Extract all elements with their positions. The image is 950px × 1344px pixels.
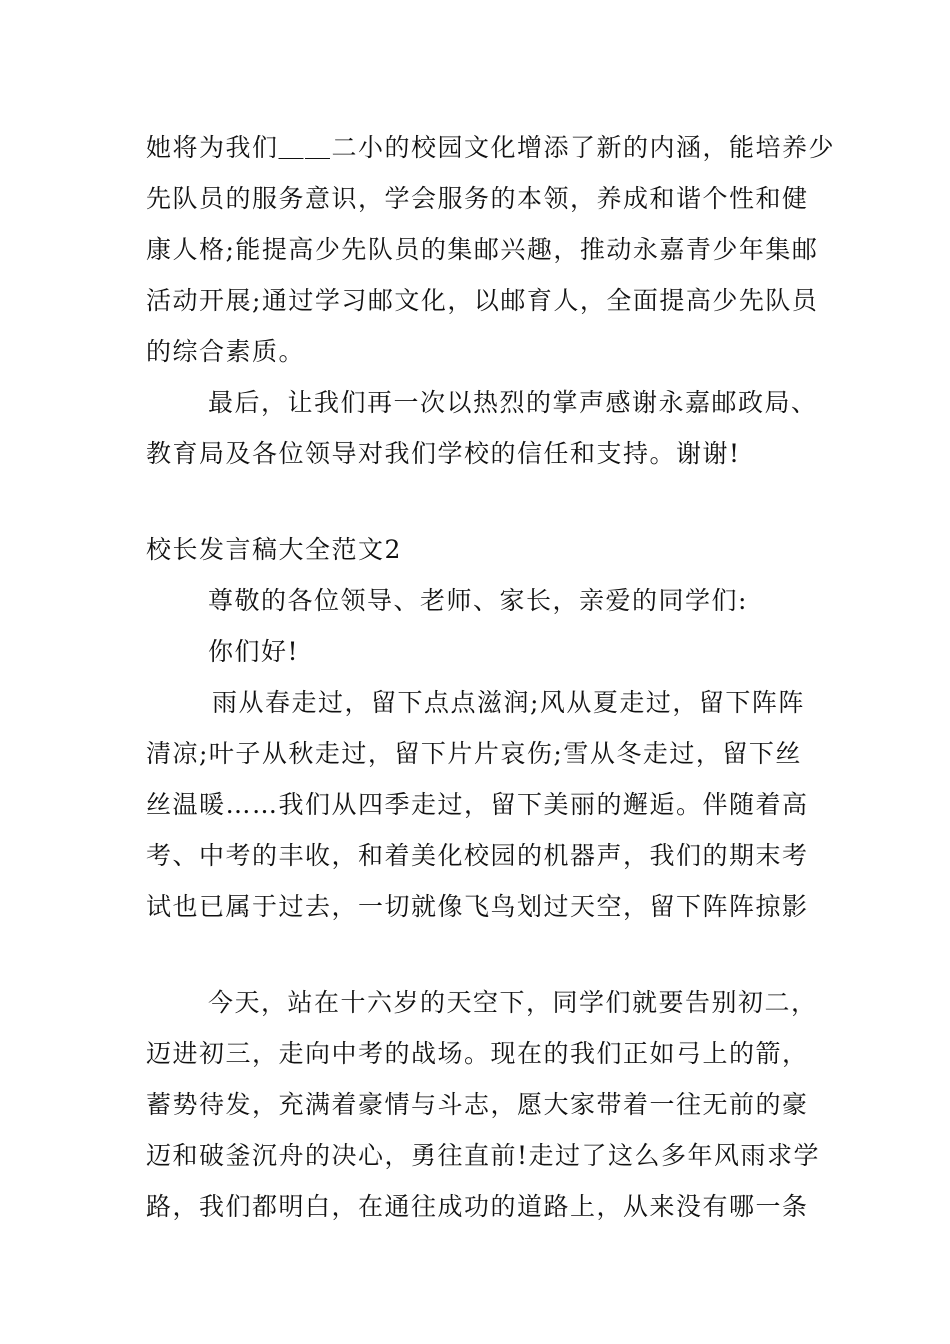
greeting: 你们好!: [208, 637, 300, 666]
text-line: 的综合素质。: [146, 337, 306, 366]
text-line: 康人格;能提高少先队员的集邮兴趣，推动永嘉青少年集邮: [146, 235, 819, 264]
text-line: 先队员的服务意识，学会服务的本领，养成和谐个性和健: [146, 184, 809, 213]
text-line: 清凉;叶子从秋走过，留下片片哀伤;雪从冬走过，留下丝: [146, 739, 802, 768]
section-heading: 校长发言稿大全范文2: [146, 535, 402, 564]
text-line: 考、中考的丰收，和着美化校园的机器声，我们的期末考: [146, 841, 809, 870]
text-line: 最后，让我们再一次以热烈的掌声感谢永嘉邮政局、: [208, 388, 818, 417]
text-line: 路，我们都明白，在通往成功的道路上，从来没有哪一条: [146, 1192, 809, 1221]
text-line: 试也已属于过去，一切就像飞鸟划过天空，留下阵阵掠影: [146, 892, 809, 921]
text-line: 迈和破釜沉舟的决心，勇往直前!走过了这么多年风雨求学: [146, 1141, 821, 1170]
text-line: 今天，站在十六岁的天空下，同学们就要告别初二，: [208, 988, 818, 1017]
text-line: 蓄势待发，充满着豪情与斗志，愿大家带着一往无前的豪: [146, 1090, 809, 1119]
text-line: 教育局及各位领导对我们学校的信任和支持。谢谢!: [146, 439, 741, 468]
text-line: 迈进初三，走向中考的战场。现在的我们正如弓上的箭，: [146, 1039, 809, 1068]
text-line: 她将为我们＿＿二小的校园文化增添了新的内涵，能培养少: [146, 133, 836, 162]
text-line: 丝温暖……我们从四季走过，留下美丽的邂逅。伴随着高: [146, 790, 809, 819]
salutation: 尊敬的各位领导、老师、家长，亲爱的同学们:: [208, 586, 748, 615]
text-line: 活动开展;通过学习邮文化，以邮育人，全面提高少先队员: [146, 286, 819, 315]
text-line: 雨从春走过，留下点点滋润;风从夏走过，留下阵阵: [212, 688, 805, 717]
